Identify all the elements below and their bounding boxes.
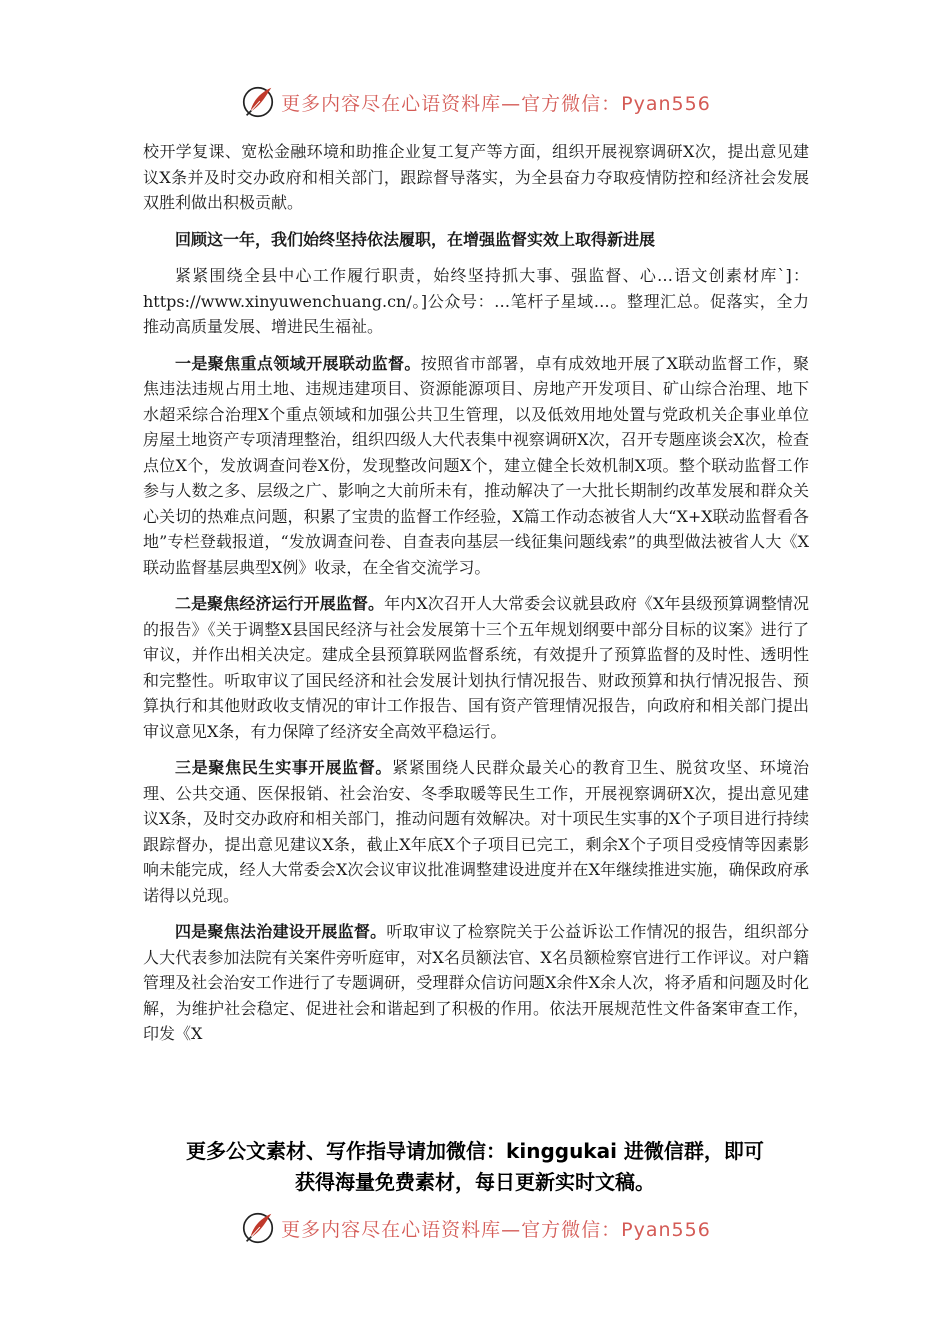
item-body: 按照省市部署，卓有成效地开展了X联动监督工作，聚焦违法违规占用土地、违规违建项目、资源能源项目、房地产开发项目、矿山综合治理、地下水超采综合治理X个重点领域和加强公共卫生管理，以及低效用地处置与党政机关企事业单位房屋土地资产专项清理整治，组织四级人大代表集中视察调研X次，召开专题座谈会X次，检查点位X个，发放调查问卷X份，发现整改问题X个，建立健全长效机制X项。整个联动监督工作参与人数之多、层级之广、影响之大前所未有，推动解决了一大批长期制约改革发展和群众关心关切的热难点问题，积累了宝贵的监督工作经验，X篇工作动态被省人大“X+X联动监督看各地”专栏登载报道，“发放调查问卷、自查表向基层一线征集问题线索”的典型做法被省人大《X联动监督基层典型X例》收录，在全省交流学习。 (143, 353, 809, 577)
header-banner-text: 更多内容尽在心语资料库—官方微信：Pyan556 (281, 92, 711, 115)
item-lead: 四是聚焦法治建设开展监督。 (175, 922, 387, 941)
item-paragraph-3 (143, 755, 809, 908)
document-body (143, 139, 809, 1058)
quill-logo-icon (239, 83, 277, 121)
paragraph-continuation: 校开学复课、宽松金融环境和助推企业复工复产等方面，组织开展视察调研X次，提出意见建议X条并及时交办政府和相关部门，跟踪督导落实，为全县奋力夺取疫情防控和经济社会发展双胜利做出积极贡献。 (143, 142, 809, 212)
item-body: 听取审议了检察院关于公益诉讼工作情况的报告，组织部分人大代表参加法院有关案件旁听庭审，对X名员额法官、X名员额检察官进行工作评议。对户籍管理及社会治安工作进行了专题调研，受理群众信访问题X余件X余人次，将矛盾和问题及时化解，为维护社会稳定、促进社会和谐起到了积极的作用。依法开展规范性文件备案审查工作，印发《X (143, 922, 809, 1043)
item-lead: 二是聚焦经济运行开展监督。 (175, 594, 385, 613)
quill-logo-icon (239, 1209, 277, 1247)
item-lead: 三是聚焦民生实事开展监督。 (175, 758, 393, 777)
header-banner (0, 80, 950, 124)
section-heading: 回顾这一年，我们始终坚持依法履职，在增强监督实效上取得新进展 (175, 229, 656, 249)
promo-note-line-1: 更多公文素材、写作指导请加微信：kinggukai 进微信群，即可 (186, 1139, 764, 1163)
item-paragraph-2 (143, 591, 809, 744)
item-paragraph-1 (143, 351, 809, 581)
item-body: 年内X次召开人大常委会议就县政府《X年县级预算调整情况的报告》《关于调整X县国民经济与社会发展第十三个五年规划纲要中部分目标的议案》进行了审议，并作出相关决定。建成全县预算联网监督系统，有效提升了预算监督的及时性、透明性和完整性。听取审议了国民经济和社会发展计划执行情况报告、财政预算和执行情况报告、预算执行和其他财政收支情况的审计工作报告、国有资产管理情况报告，向政府和相关部门提出审议意见X条，有力保障了经济安全高效平稳运行。 (143, 594, 809, 741)
footer-banner-text: 更多内容尽在心语资料库—官方微信：Pyan556 (281, 1218, 711, 1241)
promo-note-line-2: 获得海量免费素材，每日更新实时文稿。 (295, 1170, 655, 1194)
intro-paragraph: 紧紧围绕全县中心工作履行职责，始终坚持抓大事、强监督、心…语文创素材库`]：https://www.xinyuwenchuang.cn/。]公众号：…笔杆子星域…。整理汇总。促落实，全力推动高质量发展、增进民生福祉。 (143, 266, 809, 336)
item-lead: 一是聚焦重点领域开展联动监督。 (175, 353, 421, 373)
promo-note (0, 1136, 950, 1198)
footer-banner (0, 1206, 950, 1250)
item-body: 紧紧围绕人民群众最关心的教育卫生、脱贫攻坚、环境治理、公共交通、医保报销、社会治安、冬季取暖等民生工作，开展视察调研X次，提出意见建议X条，及时交办政府和相关部门，推动问题有效解决。对十项民生实事的X个子项目进行持续跟踪督办，提出意见建议X条，截止X年底X个子项目已完工，剩余X个子项目受疫情等因素影响未能完成，经人大常委会X次会议审议批准调整建设进度并在X年继续推进实施，确保政府承诺得以兑现。 (143, 758, 809, 905)
item-paragraph-4 (143, 919, 809, 1047)
